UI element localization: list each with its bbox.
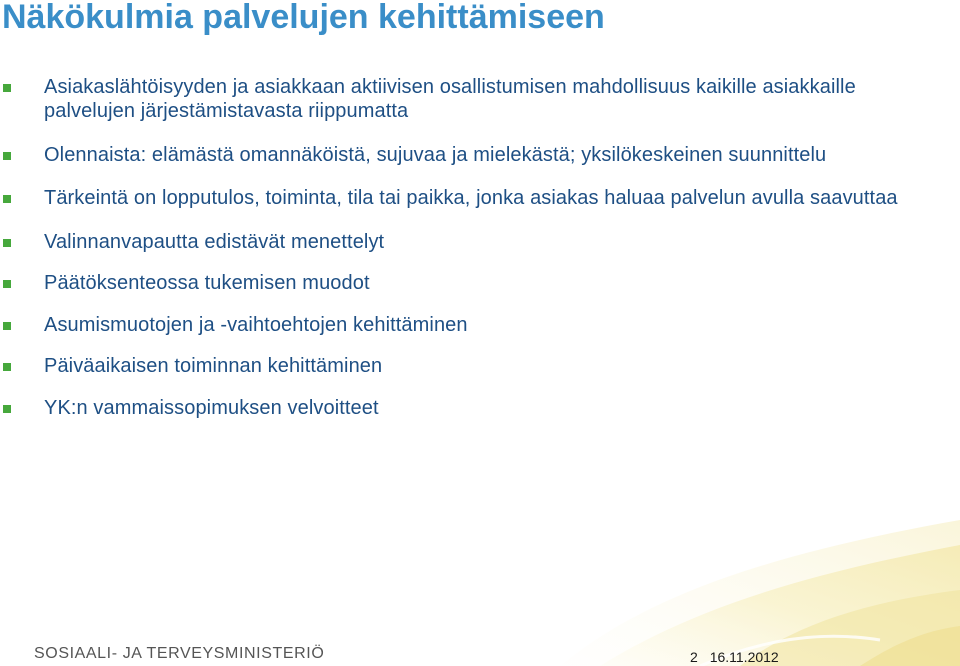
bullet-item [0, 230, 900, 254]
bullet-text: Tärkeintä on lopputulos, toiminta, tila tai paikka, jonka asiakas haluaa palvelun avulla saavuttaa [44, 187, 898, 209]
bullet-item [0, 271, 900, 295]
slide-title: Näkökulmia palvelujen kehittämiseen [2, 0, 605, 36]
bullet-text: Asiakaslähtöisyyden ja asiakkaan aktiivisen osallistumisen mahdollisuus kaikille asiakkaille palvelujen järjestämistavasta riippumatta [44, 76, 856, 122]
bullet-text: Asumismuotojen ja -vaihtoehtojen kehittäminen [44, 314, 468, 336]
bullet-square-icon [3, 195, 11, 203]
bullet-square-icon [3, 280, 11, 288]
page-number: 2 [690, 649, 698, 665]
bullet-item [0, 354, 900, 378]
bullet-square-icon [3, 152, 11, 160]
bullet-list [0, 75, 900, 420]
bullet-item [0, 75, 900, 123]
bullet-text: Päätöksenteossa tukemisen muodot [44, 272, 370, 294]
bullet-square-icon [3, 363, 11, 371]
bullet-text: Olennaista: elämästä omannäköistä, sujuvaa ja mielekästä; yksilökeskeinen suunnittelu [44, 144, 827, 166]
bullet-item [0, 186, 900, 210]
bullet-text: Valinnanvapautta edistävät menettelyt [44, 231, 385, 253]
slide-footer [690, 649, 779, 665]
footer-date: 16.11.2012 [709, 649, 779, 665]
bullet-square-icon [3, 322, 11, 330]
bullet-square-icon [3, 239, 11, 247]
bullet-square-icon [3, 84, 11, 92]
bullet-text: Päiväaikaisen toiminnan kehittäminen [44, 355, 383, 377]
bullet-item [0, 313, 900, 337]
bullet-text: YK:n vammaissopimuksen velvoitteet [44, 397, 379, 419]
bullet-item [0, 396, 900, 420]
bullet-item [0, 143, 900, 167]
ministry-logo: SOSIAALI- JA TERVEYSMINISTERIÖ [34, 645, 325, 662]
bullet-square-icon [3, 405, 11, 413]
